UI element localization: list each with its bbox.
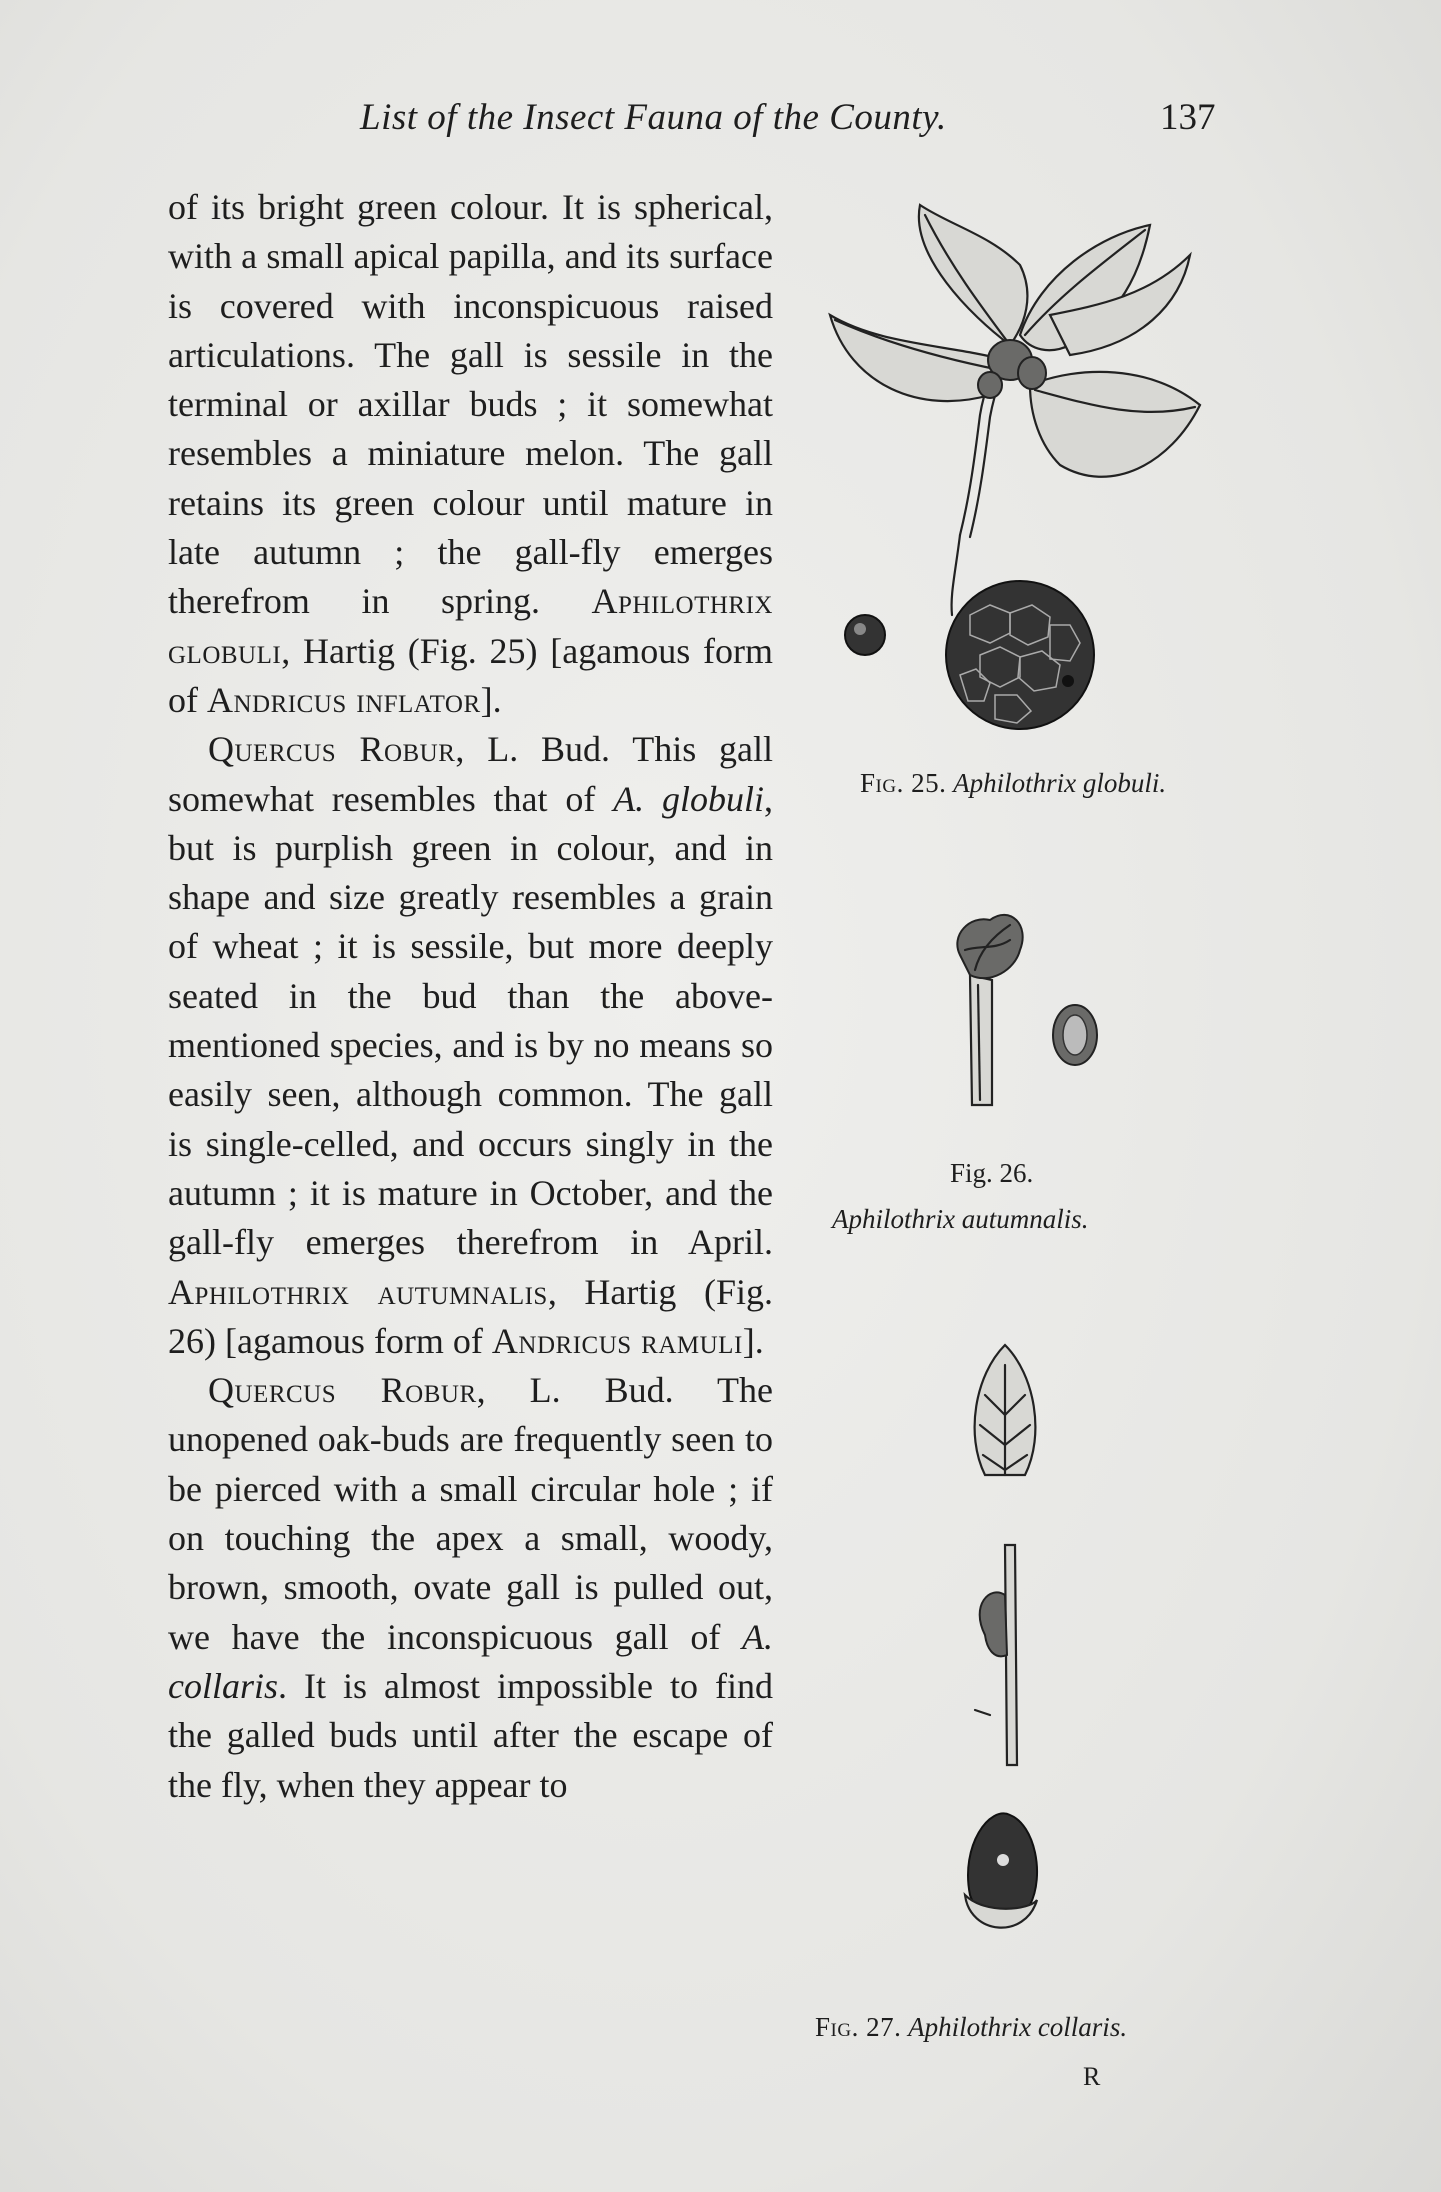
figure-26-illustration xyxy=(920,895,1120,1115)
paragraph-3: Quercus Robur, L. Bud. The unopened oak-buds are frequently seen to be pierced with a small circular hole ; if on touching the apex a small, woody, brown, smooth, ovate gall is pulled out, we have the inconspicuous gall of A. collaris. It is almost impossible to find the galled buds until after the escape of the fly, when they appear to xyxy=(168,1370,773,1805)
paragraph-1: of its bright green colour. It is spherical, with a small apical papilla, and its surface is covered with inconspicuous raised articulations. The gall is sessile in the terminal or axillar buds ; it somewhat resembles a miniature melon. The gall retains its green colour until mature in late autumn ; the gall-fly emerges therefrom in spring. Aphilothrix globuli, Hartig (Fig. 25) [agamous form of Andricus inflator]. xyxy=(168,187,773,720)
figure-26-caption: Aphilothrix autumnalis. xyxy=(832,1204,1089,1234)
figure-27-illustration xyxy=(945,1335,1085,1975)
figure-26-label: Fig. 26. xyxy=(950,1158,1034,1188)
figure-27-caption: Fig. 27. Aphilothrix collaris. xyxy=(815,2012,1128,2042)
page-number: 137 xyxy=(1160,97,1216,138)
signature-mark: R xyxy=(1083,2062,1101,2091)
figure-25-illustration xyxy=(820,195,1220,735)
paragraph-2: Quercus Robur, L. Bud. This gall somewhat resembles that of A. globuli, but is purplish green in colour, and in shape and size greatly resembles a grain of wheat ; it is sessile, but more deeply seated in the bud than the above-mentioned species, and is by no means so easily seen, although common. The gall is single-celled, and occurs singly in the autumn ; it is mature in October, and the gall-fly emerges therefrom in April. Aphilothrix autumnalis, Hartig (Fig. 26) [agamous form of Andricus ramuli]. xyxy=(168,729,774,1361)
body-text xyxy=(168,183,773,1810)
running-head: List of the Insect Fauna of the County. xyxy=(360,97,947,138)
figure-25-caption: Fig. 25. Aphilothrix globuli. xyxy=(860,768,1167,798)
